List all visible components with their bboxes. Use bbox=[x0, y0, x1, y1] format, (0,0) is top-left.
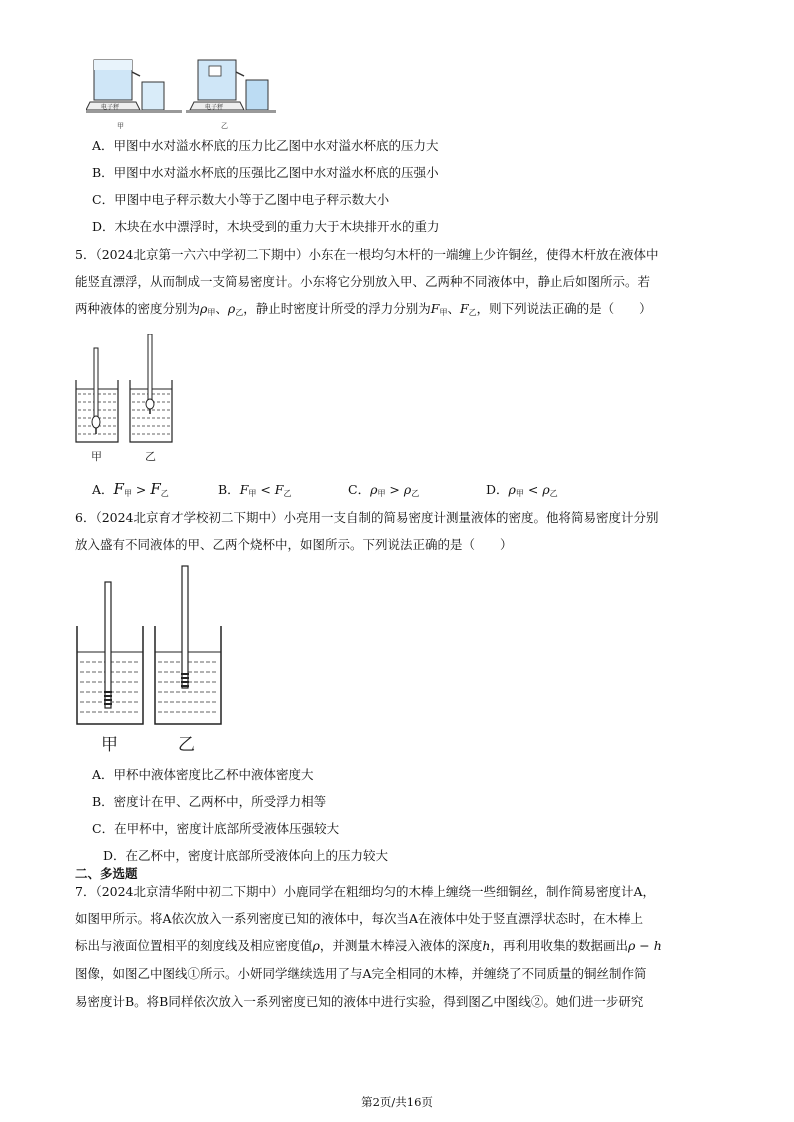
q4-option-b: B．甲图中水对溢水杯底的压强比乙图中水对溢水杯底的压强小 bbox=[92, 165, 439, 180]
q7-stem-line5: 易密度计B。将B同样依次放入一系列密度已知的液体中进行实验，得到图乙中图线②。她们进一步研究 bbox=[75, 994, 644, 1009]
q4-option-c: C．甲图中电子秤示数大小等于乙图中电子秤示数大小 bbox=[92, 192, 390, 207]
q6-fig-caption-right: 乙 bbox=[178, 735, 195, 754]
q6-figure bbox=[74, 562, 234, 754]
q5-left-beaker bbox=[76, 348, 118, 442]
q7-stem-line1: 7．（2024北京清华附中初二下期中）小鹿同学在粗细均匀的木棒上缠绕一些细铜丝，制作简易密度计A， bbox=[75, 884, 656, 899]
q4-option-d: D．木块在水中漂浮时，木块受到的重力大于木块排开水的重力 bbox=[92, 219, 440, 234]
q4-fig-label-right: 电子秤 bbox=[205, 104, 224, 111]
q6-right-beaker bbox=[155, 566, 221, 724]
q6-option-b: B．密度计在甲、乙两杯中，所受浮力相等 bbox=[92, 794, 327, 809]
q6-option-d: D．在乙杯中，密度计底部所受液体向上的压力较大 bbox=[103, 848, 389, 863]
q5-option-a: A．$F_甲 > F_乙$ bbox=[92, 480, 169, 498]
q4-figure bbox=[86, 58, 276, 130]
q4-fig-caption-right: 乙 bbox=[221, 122, 228, 130]
q5-figure bbox=[74, 334, 184, 466]
q5-stem-line1: 5．（2024北京第一六六中学初二下期中）小东在一根均匀木杆的一端缠上少许铜丝，使得木杆放在液体中 bbox=[75, 247, 659, 262]
q5-option-d: D．$\rho_甲 < \rho_乙$ bbox=[486, 482, 558, 498]
page-footer: 第2页/共16页 bbox=[361, 1095, 433, 1109]
q4-option-a: A．甲图中水对溢水杯底的压力比乙图中水对溢水杯底的压力大 bbox=[92, 138, 439, 153]
q5-options bbox=[92, 480, 612, 498]
section-title-multi-choice: 二、多选题 bbox=[75, 866, 138, 881]
q4-fig-label-left: 电子秤 bbox=[101, 104, 120, 111]
q5-fig-caption-left: 甲 bbox=[91, 450, 102, 463]
q6-stem-line2: 放入盛有不同液体的甲、乙两个烧杯中，如图所示。下列说法正确的是（ ） bbox=[75, 537, 513, 552]
q4-fig-caption-left: 甲 bbox=[117, 122, 124, 130]
q5-fig-caption-right: 乙 bbox=[145, 450, 156, 463]
q4-right-apparatus bbox=[186, 60, 276, 113]
q6-option-c: C．在甲杯中，密度计底部所受液体压强较大 bbox=[92, 821, 340, 836]
q7-stem-line2: 如图甲所示。将A依次放入一系列密度已知的液体中，每次当A在液体中处于竖直漂浮状态时，在木棒上 bbox=[75, 911, 644, 926]
q5-stem-line2: 能竖直漂浮，从而制成一支简易密度计。小东将它分别放入甲、乙两种不同液体中，静止后如图所示。若 bbox=[75, 274, 651, 289]
q5-option-c: C．$\rho_甲 > \rho_乙$ bbox=[348, 482, 420, 498]
q6-option-a: A．甲杯中液体密度比乙杯中液体密度大 bbox=[92, 767, 314, 782]
q7-stem-line3: 标出与液面位置相平的刻度线及相应密度值ρ，并测量木棒浸入液体的深度h，再利用收集的数据画出ρ − h bbox=[75, 938, 662, 953]
q6-fig-caption-left: 甲 bbox=[101, 735, 118, 754]
q5-right-beaker bbox=[130, 334, 172, 442]
q5-option-b: B．$F_甲 < F_乙$ bbox=[218, 482, 292, 498]
q5-stem-line3: 两种液体的密度分别为$\rho_甲$、$\rho_乙$，静止时密度计所受的浮力分别为$F_甲$、$F_乙$，则下列说法正确的是（ ） bbox=[75, 301, 652, 317]
q6-left-beaker bbox=[77, 582, 143, 724]
q7-stem-line4: 图像，如图乙中图线①所示。小妍同学继续选用了与A完全相同的木棒，并缠绕了不同质量的铜丝制作简 bbox=[75, 966, 647, 981]
q6-stem-line1: 6．（2024北京育才学校初二下期中）小亮用一支自制的简易密度计测量液体的密度。他将简易密度计分别 bbox=[75, 510, 659, 525]
